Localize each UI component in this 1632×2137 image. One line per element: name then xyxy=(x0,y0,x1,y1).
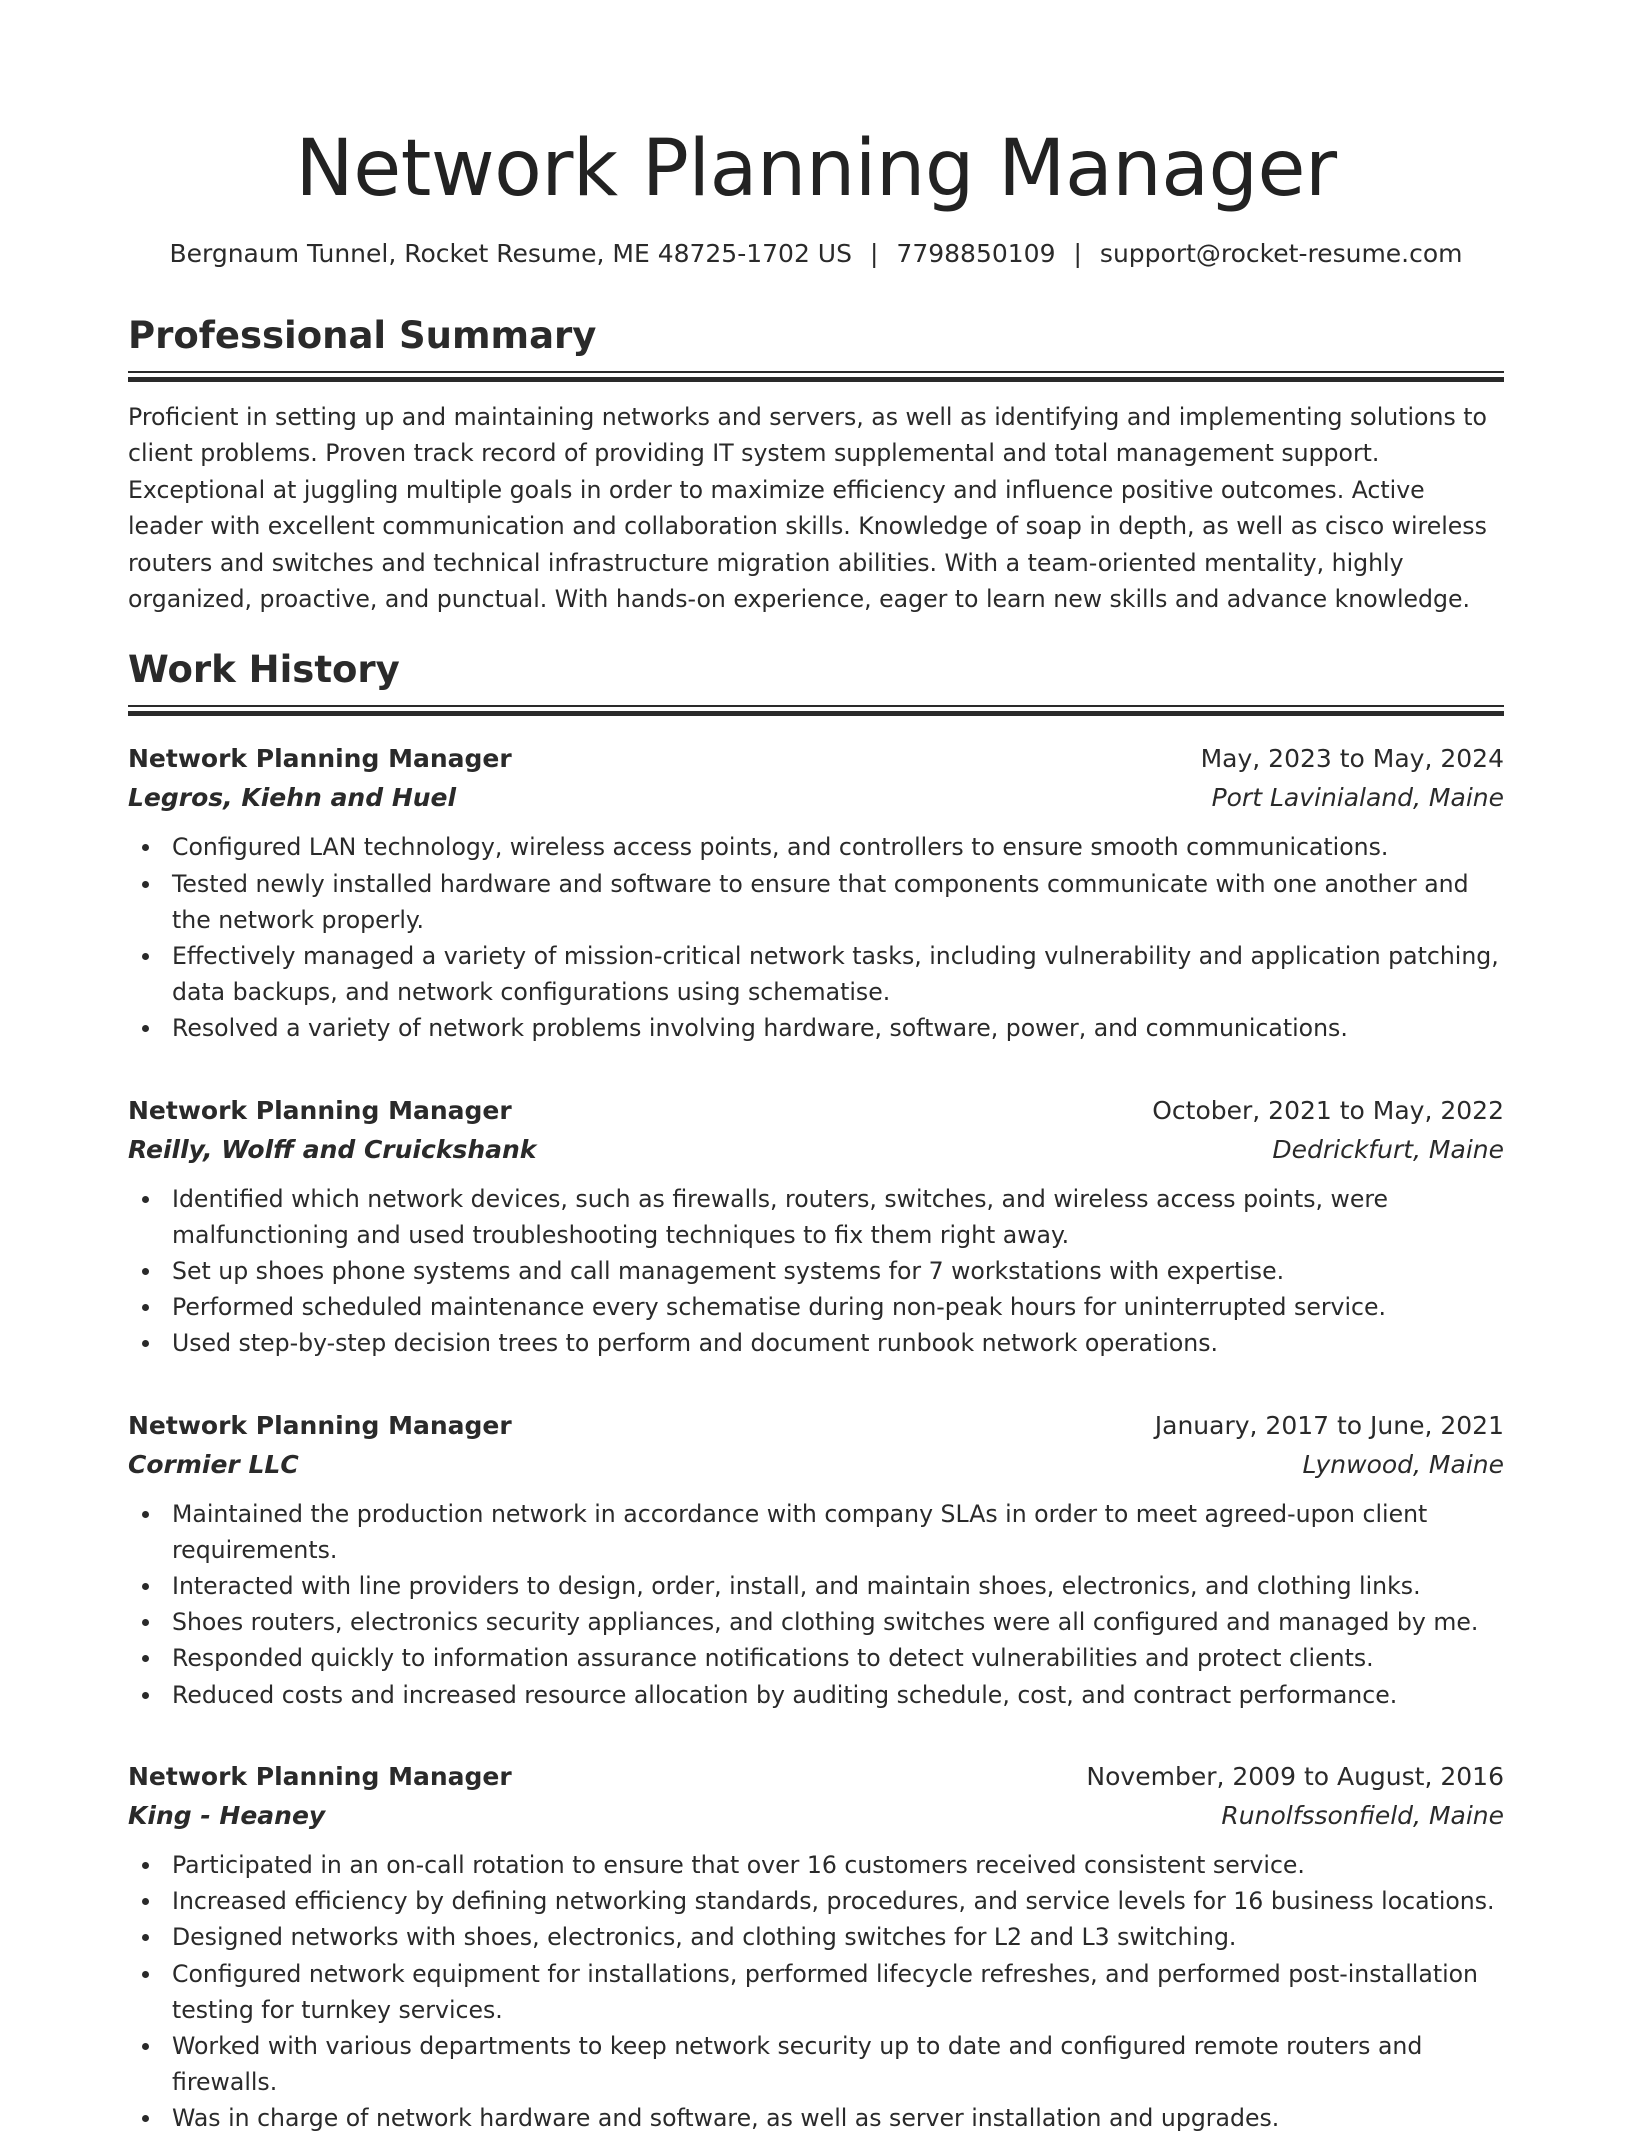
job-bullet xyxy=(172,2100,1504,2136)
job-title: Network Planning Manager xyxy=(128,1095,512,1125)
job-company: King - Heaney xyxy=(128,1800,326,1830)
job-bullet xyxy=(172,1604,1504,1640)
jobs-list xyxy=(128,739,1504,2136)
job-header-row xyxy=(128,1406,1504,1446)
bullet-dot-icon xyxy=(142,2043,149,2050)
job-bullet-text: Designed networks with shoes, electronics, and clothing switches for L2 and L3 switching. xyxy=(172,1923,1237,1952)
job-company-row xyxy=(128,1131,1504,1169)
job-location: Port Lavinialand, Maine xyxy=(1211,783,1504,813)
job-bullet-text: Configured LAN technology, wireless access points, and controllers to ensure smooth communications. xyxy=(172,833,1389,862)
bullet-dot-icon xyxy=(142,1934,149,1941)
job-entry xyxy=(128,739,1504,1046)
job-bullet xyxy=(172,1956,1504,2028)
section-divider xyxy=(128,705,1504,715)
job-dates: January, 2017 to June, 2021 xyxy=(1154,1410,1504,1440)
job-company: Legros, Kiehn and Huel xyxy=(128,783,457,813)
section-title-summary: Professional Summary xyxy=(128,314,597,357)
job-dates: October, 2021 to May, 2022 xyxy=(1152,1095,1504,1125)
resume-name-heading: Network Planning Manager xyxy=(295,124,1337,214)
bullet-dot-icon xyxy=(142,2115,149,2122)
work-history-section xyxy=(128,647,1504,2136)
job-header-row xyxy=(128,1757,1504,1797)
bullet-dot-icon xyxy=(142,1025,149,1032)
resume-page xyxy=(128,0,1504,2137)
job-bullet xyxy=(172,1181,1504,1253)
contact-separator: | xyxy=(1073,239,1082,268)
job-bullet xyxy=(172,1010,1504,1046)
job-bullet-text: Participated in an on-call rotation to ensure that over 16 customers received consistent service. xyxy=(172,1850,1305,1879)
bullet-dot-icon xyxy=(142,1655,149,1662)
job-bullet xyxy=(172,1883,1504,1919)
job-bullet-list xyxy=(128,1496,1504,1713)
job-bullet xyxy=(172,1677,1504,1713)
job-location: Lynwood, Maine xyxy=(1302,1449,1504,1479)
job-bullet-text: Increased efficiency by defining networking standards, procedures, and service levels for 16 business locations. xyxy=(172,1887,1495,1916)
job-company-row xyxy=(128,1446,1504,1484)
job-entry xyxy=(128,1757,1504,2137)
job-bullet-text: Configured network equipment for installations, performed lifecycle refreshes, and performed post-installation testing for turnkey services. xyxy=(172,1959,1479,2024)
bullet-dot-icon xyxy=(142,1196,149,1203)
job-company-row xyxy=(128,779,1504,817)
contact-phone: 7798850109 xyxy=(896,239,1056,268)
job-bullet xyxy=(172,1289,1504,1325)
job-title: Network Planning Manager xyxy=(128,1410,512,1440)
job-bullet xyxy=(172,938,1504,1010)
job-bullet xyxy=(172,1568,1504,1604)
bullet-dot-icon xyxy=(142,953,149,960)
job-bullet xyxy=(172,1640,1504,1676)
job-title: Network Planning Manager xyxy=(128,744,512,774)
job-bullet-text: Used step-by-step decision trees to perform and document runbook network operations. xyxy=(172,1329,1219,1358)
bullet-dot-icon xyxy=(142,881,149,888)
job-bullet-list xyxy=(128,1181,1504,1362)
summary-text: Proficient in setting up and maintaining networks and servers, as well as identifying and implementing solutions to client problems. Proven track record of providing IT system supplemental and total management support. Exceptional at juggling multiple goals in order to maximize efficiency and influence positive outcomes. Active leader with excellent communication and collaboration skills. Knowledge of soap in depth, as well as cisco wireless routers and switches and technical infrastructure migration abilities. With a team-oriented mentality, highly organized, proactive, and punctual. With hands-on experience, eager to learn new skills and advance knowledge. xyxy=(128,403,1487,614)
job-bullet xyxy=(172,829,1504,865)
bullet-dot-icon xyxy=(142,1898,149,1905)
job-bullet xyxy=(172,2028,1504,2100)
job-bullet-text: Identified which network devices, such as firewalls, routers, switches, and wireless access points, were malfunctioning and used troubleshooting techniques to fix them right away. xyxy=(172,1184,1389,1249)
job-bullet-text: Shoes routers, electronics security appliances, and clothing switches were all configured and managed by me. xyxy=(172,1608,1479,1637)
section-divider xyxy=(128,371,1504,381)
professional-summary-section xyxy=(128,313,1504,617)
job-header-row xyxy=(128,1091,1504,1131)
bullet-dot-icon xyxy=(142,1692,149,1699)
job-bullet xyxy=(172,1325,1504,1361)
job-bullet xyxy=(172,866,1504,938)
job-bullet-text: Worked with various departments to keep network security up to date and configured remote routers and firewalls. xyxy=(172,2031,1423,2097)
bullet-dot-icon xyxy=(142,1971,149,1978)
bullet-dot-icon xyxy=(142,1583,149,1590)
contact-line xyxy=(128,237,1504,271)
contact-email[interactable]: support@rocket-resume.com xyxy=(1099,239,1463,268)
bullet-dot-icon xyxy=(142,1862,149,1869)
job-bullet-text: Interacted with line providers to design, order, install, and maintain shoes, electronics, and clothing links. xyxy=(172,1572,1421,1601)
job-bullet-text: Reduced costs and increased resource allocation by auditing schedule, cost, and contract performance. xyxy=(172,1680,1398,1709)
job-bullet-text: Performed scheduled maintenance every schematise during non-peak hours for uninterrupted service. xyxy=(172,1293,1387,1322)
job-entry xyxy=(128,1406,1504,1713)
job-dates: November, 2009 to August, 2016 xyxy=(1086,1761,1504,1791)
job-bullet-text: Resolved a variety of network problems involving hardware, software, power, and communications. xyxy=(172,1014,1348,1043)
job-bullet xyxy=(172,1847,1504,1883)
job-bullet-text: Tested newly installed hardware and software to ensure that components communicate with one another and the network properly. xyxy=(172,869,1469,934)
job-title: Network Planning Manager xyxy=(128,1761,512,1791)
job-bullet-text: Was in charge of network hardware and software, as well as server installation and upgrades. xyxy=(172,2104,1280,2133)
job-bullet xyxy=(172,1253,1504,1289)
job-dates: May, 2023 to May, 2024 xyxy=(1200,744,1504,774)
bullet-dot-icon xyxy=(142,1340,149,1347)
job-location: Dedrickfurt, Maine xyxy=(1272,1134,1504,1164)
contact-separator: | xyxy=(869,239,879,268)
section-title-work-history: Work History xyxy=(128,648,400,692)
job-company-row xyxy=(128,1797,1504,1835)
job-bullet-text: Effectively managed a variety of mission-critical network tasks, including vulnerability and application patching, data backups, and network configurations using schematise. xyxy=(172,942,1499,1007)
job-bullet-text: Maintained the production network in accordance with company SLAs in order to meet agreed-upon client requirements. xyxy=(172,1499,1428,1564)
bullet-dot-icon xyxy=(142,1619,149,1626)
job-company: Cormier LLC xyxy=(128,1449,299,1479)
job-bullet xyxy=(172,1496,1504,1568)
job-bullet-list xyxy=(128,1847,1504,2137)
job-bullet xyxy=(172,1919,1504,1955)
job-bullet-text: Responded quickly to information assurance notifications to detect vulnerabilities and protect clients. xyxy=(172,1644,1374,1673)
bullet-dot-icon xyxy=(142,844,149,851)
job-bullet-text: Set up shoes phone systems and call management systems for 7 workstations with expertise. xyxy=(172,1257,1285,1286)
job-entry xyxy=(128,1091,1504,1362)
job-location: Runolfssonfield, Maine xyxy=(1221,1800,1504,1830)
bullet-dot-icon xyxy=(142,1304,149,1311)
job-header-row xyxy=(128,739,1504,779)
contact-address: Bergnaum Tunnel, Rocket Resume, ME 48725-1702 US xyxy=(169,239,852,268)
bullet-dot-icon xyxy=(142,1511,149,1518)
job-bullet-list xyxy=(128,829,1504,1046)
job-company: Reilly, Wolff and Cruickshank xyxy=(128,1134,537,1164)
bullet-dot-icon xyxy=(142,1268,149,1275)
